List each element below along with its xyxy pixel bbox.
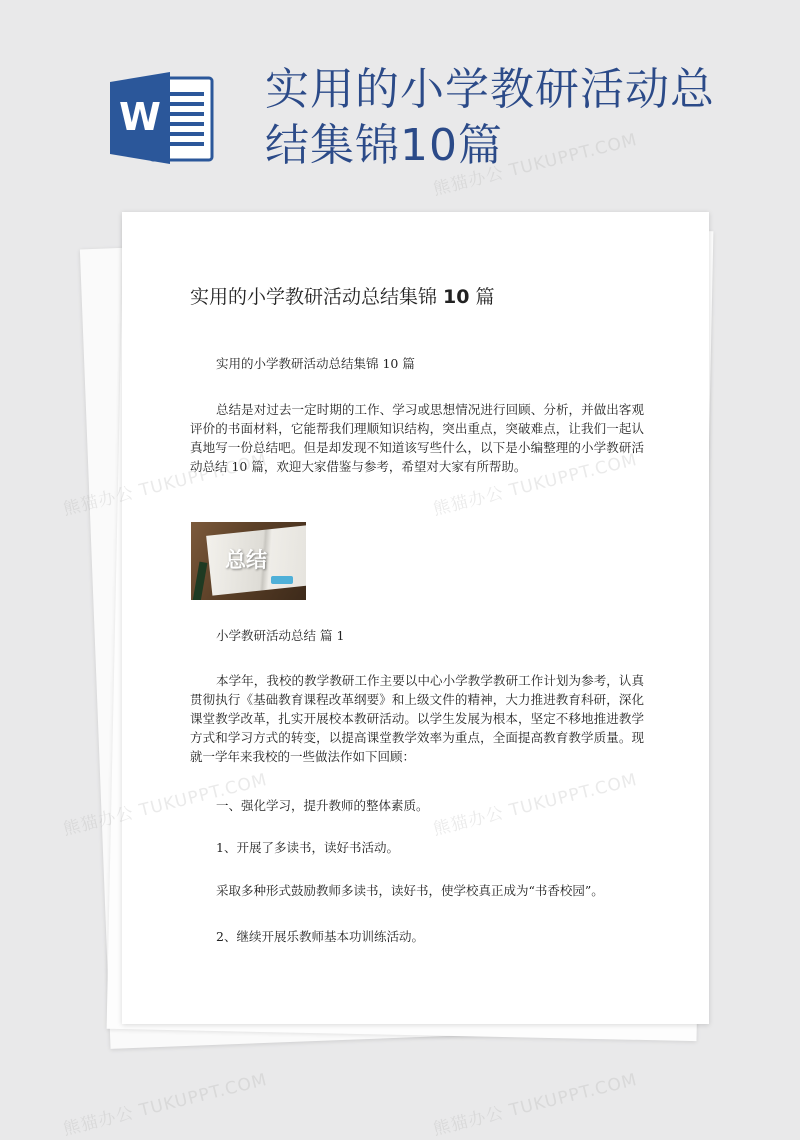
- word-logo-letter: W: [119, 95, 161, 139]
- summary-image: [191, 522, 306, 600]
- watermark: 熊猫办公 TUKUPPT.COM: [431, 129, 640, 200]
- word-document-icon: [110, 72, 214, 164]
- paragraph-1: 本学年，我校的教学教研工作主要以中心小学教学教研工作计划为参考，认真贯彻执行《基础教育课程改革纲要》和上级文件的精神，大力推进教育科研，深化课堂教学改革，扎实开展校本教研活动。以学生发展为根本，坚定不移地推进教学方式和学习方式的转变，以提高课堂教学效率为重点，全面提高教育教学质量。现就一学年来我校的一些做法作如下回顾：: [190, 673, 644, 764]
- paragraph-2: 采取多种形式鼓励教师多读书，读好书，使学校真正成为“书香校园”。: [216, 883, 604, 898]
- heading-1: 一、强化学习，提升教师的整体素质。: [216, 798, 429, 813]
- document-title-number: 10: [443, 286, 470, 308]
- watermark: 熊猫办公 TUKUPPT.COM: [431, 769, 640, 840]
- document-page: [122, 212, 709, 1024]
- list-item-1: 1、开展了多读书，读好书活动。: [216, 840, 399, 855]
- summary-image-text: 总结: [225, 548, 267, 572]
- watermark: 熊猫办公 TUKUPPT.COM: [431, 1069, 640, 1140]
- watermark: 熊猫办公 TUKUPPT.COM: [431, 449, 640, 520]
- document-title: [190, 282, 495, 309]
- image-badge: [271, 576, 293, 584]
- watermark: 熊猫办公 TUKUPPT.COM: [61, 1069, 270, 1140]
- pen-shape: [193, 562, 208, 600]
- page-title: 实用的小学教研活动总结集锦10篇: [265, 64, 715, 171]
- section-title: 小学教研活动总结 篇 1: [216, 628, 345, 643]
- watermark: 熊猫办公 TUKUPPT.COM: [61, 769, 270, 840]
- document-title-text: 实用的小学教研活动总结集锦: [190, 286, 444, 308]
- intro-paragraph: 总结是对过去一定时期的工作、学习或思想情况进行回顾、分析，并做出客观评价的书面材料，它能帮我们理顺知识结构，突出重点，突破难点，让我们一起认真地写一份总结吧。但是却发现不知道该写些什么，以下是小编整理的小学教研活动总结 10 篇，欢迎大家借鉴与参考，希望对大家有所帮助。: [190, 402, 644, 474]
- document-subtitle: 实用的小学教研活动总结集锦 10 篇: [216, 356, 415, 371]
- list-item-2: 2、继续开展乐教师基本功训练活动。: [216, 929, 424, 944]
- watermark: 熊猫办公 TUKUPPT.COM: [61, 449, 270, 520]
- document-title-suffix: 篇: [469, 286, 495, 308]
